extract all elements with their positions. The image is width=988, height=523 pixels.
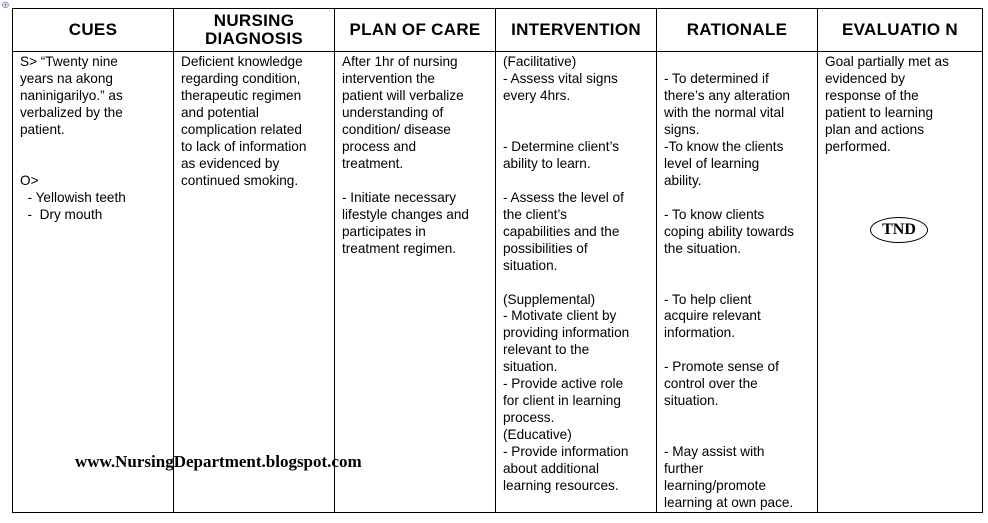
rationale-item: - To help client acquire relevant information. — [664, 291, 761, 341]
header-rationale: RATIONALE — [657, 9, 818, 52]
intervention-item: - Assess vital signs every 4hrs. — [503, 70, 618, 103]
header-nursing-diagnosis — [174, 9, 335, 52]
header-evaluation: EVALUATIO N — [818, 9, 983, 52]
header-row — [13, 9, 983, 52]
intervention-item: - Provide active role for client in learning process. — [503, 376, 624, 426]
care-plan-row — [13, 52, 983, 513]
nursing-care-plan-table — [12, 8, 983, 513]
objective-cue-item: - Yellowish teeth — [20, 189, 126, 205]
header-nursing-diagnosis-line2: DIAGNOSIS — [204, 29, 304, 48]
intervention-item: - Motivate client by providing information relevant to the situation. — [503, 308, 630, 375]
nursing-diagnosis-text: Deficient knowledge regarding condition, therapeutic regimen and potential complication related to lack of information as evidenced by continued smoking. — [181, 54, 307, 188]
cues-cell — [13, 52, 174, 513]
objective-cue-item: - Dry mouth — [20, 206, 103, 222]
tnd-stamp: TND — [870, 217, 928, 243]
subjective-cue: S> “Twenty nine years na akong naninigarilyo.” as verbalized by the patient. — [20, 54, 123, 137]
header-nursing-diagnosis-line1: NURSING — [213, 11, 295, 30]
header-plan-of-care: PLAN OF CARE — [335, 9, 496, 52]
intervention-item: - Assess the level of the client’s capabilities and the possibilities of situation. — [503, 189, 624, 273]
rationale-item: - To determined if there’s any alteration with the normal vital signs. -To know the clients level of learning ability. — [664, 71, 790, 188]
facilitative-label: (Facilitative) — [503, 54, 577, 69]
move-handle-icon[interactable]: ⊕ — [1, 0, 10, 11]
rationale-item: - Promote sense of control over the situation. — [664, 359, 779, 409]
rationale-item: - May assist with further learning/promote learning at own pace. — [664, 444, 794, 511]
plan-of-care-cell — [335, 52, 496, 513]
plan-goal: After 1hr of nursing intervention the patient will verbalize understanding of condition/ disease process and treatment. — [342, 54, 464, 171]
header-cues: CUES — [13, 9, 174, 52]
diagnosis-cell — [174, 52, 335, 513]
blog-watermark: www.NursingDepartment.blogspot.com — [75, 452, 362, 471]
supplemental-label: (Supplemental) — [503, 291, 596, 307]
intervention-cell — [496, 52, 657, 513]
intervention-item: - Provide information about additional learning resources. — [503, 444, 629, 494]
header-intervention: INTERVENTION — [496, 9, 657, 52]
rationale-cell — [657, 52, 818, 513]
plan-goal: - Initiate necessary lifestyle changes and participates in treatment regimen. — [342, 189, 469, 256]
objective-cue-label: O> — [20, 172, 39, 188]
evaluation-text: Goal partially met as evidenced by response of the patient to learning plan and actions performed. — [825, 54, 949, 154]
educative-label: (Educative) — [503, 427, 572, 443]
rationale-item: - To know clients coping ability towards the situation. — [664, 206, 794, 256]
intervention-item: - Determine client’s ability to learn. — [503, 138, 620, 171]
evaluation-cell — [818, 52, 983, 513]
